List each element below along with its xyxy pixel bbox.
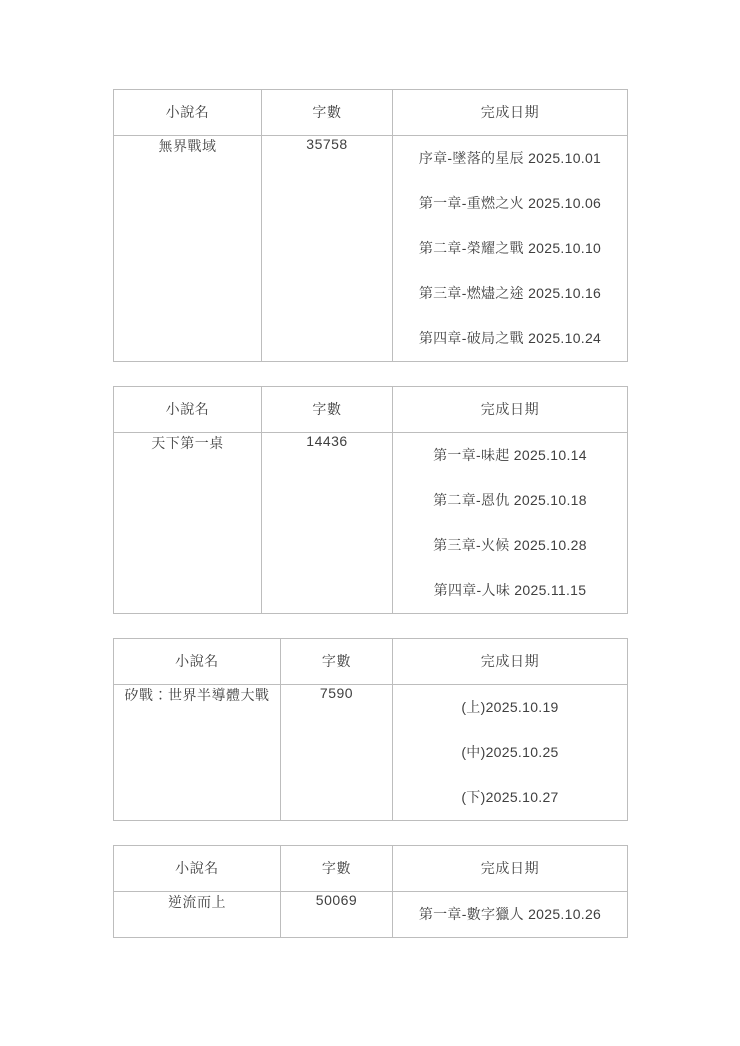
novel-table-1 [113,89,628,362]
table-header-row [114,846,628,892]
novel-table-3 [113,638,628,821]
completion-date-entry: 第一章-味起 2025.10.14 [433,447,587,463]
completion-date-entry: 第三章-火候 2025.10.28 [433,537,587,553]
table-row [114,136,628,362]
completion-date-list [393,136,628,362]
completion-date-entry: 第一章-重燃之火 2025.10.06 [418,195,602,211]
column-header-completion-date: 完成日期 [393,90,628,136]
completion-date-entry: 序章-墜落的星辰 2025.10.01 [418,150,602,166]
completion-date-entry: 第三章-燃燼之途 2025.10.16 [418,285,602,301]
completion-date-entry: (下)2025.10.27 [461,789,559,805]
novel-table-4 [113,845,628,938]
novel-name-value: 矽戰：世界半導體大戰 [114,685,281,821]
table-row [114,892,628,938]
novel-tables-container [113,89,627,938]
completion-date-list [393,685,628,821]
novel-name-value: 逆流而上 [114,892,281,938]
table-row [114,685,628,821]
column-header-word-count: 字數 [281,846,393,892]
column-header-word-count: 字數 [262,387,393,433]
column-header-completion-date: 完成日期 [393,387,628,433]
completion-date-entry: 第四章-人味 2025.11.15 [433,582,587,598]
column-header-completion-date: 完成日期 [393,846,628,892]
table-header-row [114,90,628,136]
column-header-novel-name: 小說名 [114,846,281,892]
column-header-word-count: 字數 [281,639,393,685]
column-header-word-count: 字數 [262,90,393,136]
completion-date-entry: 第二章-恩仇 2025.10.18 [433,492,587,508]
column-header-completion-date: 完成日期 [393,639,628,685]
novel-name-value: 天下第一桌 [114,433,262,614]
word-count-value: 50069 [281,892,393,938]
word-count-value: 7590 [281,685,393,821]
table-header-row [114,387,628,433]
novel-name-value: 無界戰域 [114,136,262,362]
word-count-value: 35758 [262,136,393,362]
table-header-row [114,639,628,685]
novel-table-2 [113,386,628,614]
completion-date-entry: 第一章-數字獵人 2025.10.26 [418,906,602,922]
completion-date-entry: 第二章-榮耀之戰 2025.10.10 [418,240,602,256]
column-header-novel-name: 小說名 [114,387,262,433]
completion-date-entry: 第四章-破局之戰 2025.10.24 [418,330,602,346]
completion-date-list [393,892,628,938]
column-header-novel-name: 小說名 [114,90,262,136]
completion-date-entry: (中)2025.10.25 [461,744,559,760]
completion-date-entry: (上)2025.10.19 [461,699,559,715]
word-count-value: 14436 [262,433,393,614]
completion-date-list [393,433,628,614]
table-row [114,433,628,614]
column-header-novel-name: 小說名 [114,639,281,685]
